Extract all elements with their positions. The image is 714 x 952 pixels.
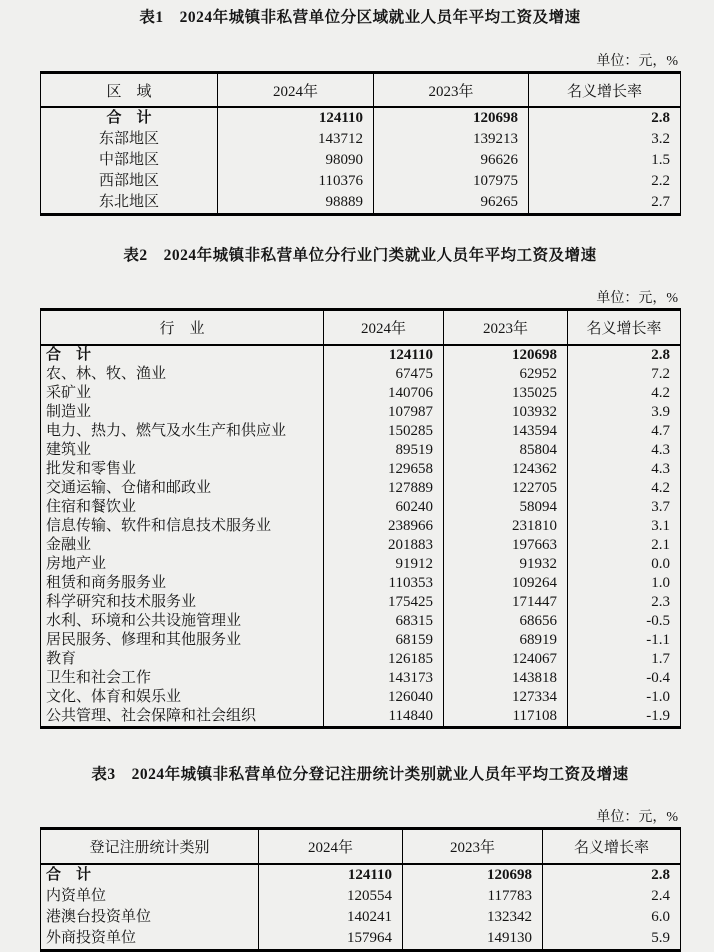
row-label: 内资单位 bbox=[46, 888, 107, 904]
table-row bbox=[41, 928, 681, 951]
table-row bbox=[41, 171, 681, 192]
row-label: 信息传输、软件和信息技术服务业 bbox=[46, 518, 272, 534]
table-row bbox=[41, 864, 681, 886]
cell-value: 197663 bbox=[444, 536, 568, 555]
table1-header bbox=[41, 73, 681, 108]
column-header: 名义增长率 bbox=[529, 73, 681, 108]
table-row bbox=[41, 907, 681, 928]
table-row bbox=[41, 345, 681, 365]
row-label: 采矿业 bbox=[46, 385, 92, 401]
row-label: 文化、体育和娱乐业 bbox=[46, 689, 182, 705]
cell-value: 150285 bbox=[324, 422, 444, 441]
cell-value: -0.4 bbox=[568, 669, 681, 688]
cell-value: 149130 bbox=[403, 928, 543, 951]
cell-value: 96265 bbox=[374, 192, 529, 215]
cell-value: 4.3 bbox=[568, 460, 681, 479]
table-row bbox=[41, 707, 681, 728]
column-header: 2023年 bbox=[374, 73, 529, 108]
table2-body bbox=[41, 345, 681, 728]
row-label: 港澳台投资单位 bbox=[46, 909, 152, 925]
column-header: 名义增长率 bbox=[543, 829, 681, 865]
cell-value: 68919 bbox=[444, 631, 568, 650]
table2-unit-label: 单位：元，% bbox=[596, 291, 678, 306]
table-row bbox=[41, 517, 681, 536]
section-table3 bbox=[40, 765, 680, 952]
cell-value: 124110 bbox=[324, 345, 444, 365]
row-label: 卫生和社会工作 bbox=[46, 670, 152, 686]
cell-value: 109264 bbox=[444, 574, 568, 593]
column-header: 区 域 bbox=[41, 73, 218, 108]
cell-value: 2.1 bbox=[568, 536, 681, 555]
cell-value: 117108 bbox=[444, 707, 568, 728]
cell-value: 96626 bbox=[374, 150, 529, 171]
cell-value: 143173 bbox=[324, 669, 444, 688]
cell-value: 67475 bbox=[324, 365, 444, 384]
cell-value: 124362 bbox=[444, 460, 568, 479]
cell-value: 1.5 bbox=[529, 150, 681, 171]
cell-value: 127334 bbox=[444, 688, 568, 707]
cell-value: 68159 bbox=[324, 631, 444, 650]
cell-value: 124110 bbox=[259, 864, 403, 886]
row-label: 东北地区 bbox=[98, 194, 159, 210]
row-label: 东部地区 bbox=[98, 131, 159, 147]
cell-value: 2.8 bbox=[543, 864, 681, 886]
cell-value: 120698 bbox=[374, 107, 529, 129]
cell-value: 117783 bbox=[403, 886, 543, 907]
cell-value: 2.7 bbox=[529, 192, 681, 215]
row-label: 租赁和商务服务业 bbox=[46, 575, 167, 591]
cell-value: 3.2 bbox=[529, 129, 681, 150]
cell-value: 124067 bbox=[444, 650, 568, 669]
row-label: 合 计 bbox=[46, 347, 92, 363]
row-label: 合 计 bbox=[46, 867, 92, 883]
cell-value: 132342 bbox=[403, 907, 543, 928]
cell-value: 110376 bbox=[218, 171, 374, 192]
row-label: 房地产业 bbox=[46, 556, 107, 572]
cell-value: -1.1 bbox=[568, 631, 681, 650]
row-label: 建筑业 bbox=[46, 442, 92, 458]
cell-value: 0.0 bbox=[568, 555, 681, 574]
table3-header bbox=[41, 829, 681, 865]
row-label: 交通运输、仓储和邮政业 bbox=[46, 480, 212, 496]
table-row bbox=[41, 886, 681, 907]
cell-value: 60240 bbox=[324, 498, 444, 517]
cell-value: 103932 bbox=[444, 403, 568, 422]
table2-title: 表2 2024年城镇非私营单位分行业门类就业人员年平均工资及增速 bbox=[123, 247, 597, 264]
table-row bbox=[41, 441, 681, 460]
cell-value: 120554 bbox=[259, 886, 403, 907]
cell-value: 91912 bbox=[324, 555, 444, 574]
cell-value: 110353 bbox=[324, 574, 444, 593]
cell-value: 6.0 bbox=[543, 907, 681, 928]
table3-body bbox=[41, 864, 681, 951]
cell-value: 129658 bbox=[324, 460, 444, 479]
cell-value: 2.4 bbox=[543, 886, 681, 907]
column-header: 2024年 bbox=[218, 73, 374, 108]
table-row bbox=[41, 107, 681, 129]
cell-value: 107987 bbox=[324, 403, 444, 422]
cell-value: 4.2 bbox=[568, 479, 681, 498]
cell-value: 7.2 bbox=[568, 365, 681, 384]
cell-value: 120698 bbox=[444, 345, 568, 365]
table-row bbox=[41, 631, 681, 650]
cell-value: 140706 bbox=[324, 384, 444, 403]
wage-table-by-region bbox=[40, 71, 681, 216]
cell-value: 89519 bbox=[324, 441, 444, 460]
cell-value: 135025 bbox=[444, 384, 568, 403]
section-table2 bbox=[40, 246, 680, 729]
table-row bbox=[41, 669, 681, 688]
cell-value: 143712 bbox=[218, 129, 374, 150]
cell-value: 3.1 bbox=[568, 517, 681, 536]
cell-value: 126040 bbox=[324, 688, 444, 707]
cell-value: 2.2 bbox=[529, 171, 681, 192]
table-row bbox=[41, 479, 681, 498]
table-row bbox=[41, 593, 681, 612]
row-label: 电力、热力、燃气及水生产和供应业 bbox=[46, 423, 287, 439]
cell-value: 171447 bbox=[444, 593, 568, 612]
column-header: 登记注册统计类别 bbox=[41, 829, 259, 865]
cell-value: 201883 bbox=[324, 536, 444, 555]
cell-value: -1.0 bbox=[568, 688, 681, 707]
cell-value: 1.0 bbox=[568, 574, 681, 593]
cell-value: 139213 bbox=[374, 129, 529, 150]
row-label: 中部地区 bbox=[98, 152, 159, 168]
row-label: 科学研究和技术服务业 bbox=[46, 594, 197, 610]
cell-value: 4.3 bbox=[568, 441, 681, 460]
cell-value: 3.9 bbox=[568, 403, 681, 422]
table-row bbox=[41, 422, 681, 441]
column-header: 行 业 bbox=[41, 310, 324, 346]
row-label: 金融业 bbox=[46, 537, 92, 553]
row-label: 居民服务、修理和其他服务业 bbox=[46, 632, 242, 648]
table-row bbox=[41, 574, 681, 593]
row-label: 水利、环境和公共设施管理业 bbox=[46, 613, 242, 629]
row-label: 批发和零售业 bbox=[46, 461, 137, 477]
cell-value: 4.2 bbox=[568, 384, 681, 403]
column-header: 名义增长率 bbox=[568, 310, 681, 346]
cell-value: 58094 bbox=[444, 498, 568, 517]
cell-value: 2.3 bbox=[568, 593, 681, 612]
cell-value: 68656 bbox=[444, 612, 568, 631]
cell-value: 143818 bbox=[444, 669, 568, 688]
table-row bbox=[41, 555, 681, 574]
table-row bbox=[41, 536, 681, 555]
cell-value: 127889 bbox=[324, 479, 444, 498]
wage-table-by-industry bbox=[40, 308, 681, 729]
cell-value: 3.7 bbox=[568, 498, 681, 517]
row-label: 制造业 bbox=[46, 404, 92, 420]
header-row bbox=[41, 73, 681, 108]
column-header: 2024年 bbox=[259, 829, 403, 865]
table-row bbox=[41, 384, 681, 403]
cell-value: 124110 bbox=[218, 107, 374, 129]
cell-value: 126185 bbox=[324, 650, 444, 669]
table1-body bbox=[41, 107, 681, 215]
row-label: 公共管理、社会保障和社会组织 bbox=[46, 708, 257, 724]
cell-value: 120698 bbox=[403, 864, 543, 886]
cell-value: 175425 bbox=[324, 593, 444, 612]
table3-unit-label: 单位：元，% bbox=[596, 810, 678, 825]
cell-value: 107975 bbox=[374, 171, 529, 192]
table-row bbox=[41, 129, 681, 150]
cell-value: 238966 bbox=[324, 517, 444, 536]
cell-value: -1.9 bbox=[568, 707, 681, 728]
cell-value: 68315 bbox=[324, 612, 444, 631]
section-table1 bbox=[40, 8, 680, 216]
table-row bbox=[41, 498, 681, 517]
table1-title: 表1 2024年城镇非私营单位分区域就业人员年平均工资及增速 bbox=[139, 9, 581, 26]
column-header: 2023年 bbox=[403, 829, 543, 865]
header-row bbox=[41, 310, 681, 346]
table-row bbox=[41, 150, 681, 171]
cell-value: 85804 bbox=[444, 441, 568, 460]
cell-value: 143594 bbox=[444, 422, 568, 441]
row-label: 住宿和餐饮业 bbox=[46, 499, 137, 515]
table-row bbox=[41, 650, 681, 669]
cell-value: 157964 bbox=[259, 928, 403, 951]
table3-title: 表3 2024年城镇非私营单位分登记注册统计类别就业人员年平均工资及增速 bbox=[91, 766, 629, 783]
cell-value: 140241 bbox=[259, 907, 403, 928]
table-row bbox=[41, 365, 681, 384]
table2-header bbox=[41, 310, 681, 346]
cell-value: 98090 bbox=[218, 150, 374, 171]
table1-unit-label: 单位：元，% bbox=[596, 54, 678, 69]
cell-value: 122705 bbox=[444, 479, 568, 498]
row-label: 外商投资单位 bbox=[46, 930, 137, 946]
cell-value: 2.8 bbox=[568, 345, 681, 365]
cell-value: 98889 bbox=[218, 192, 374, 215]
column-header: 2023年 bbox=[444, 310, 568, 346]
cell-value: 2.8 bbox=[529, 107, 681, 129]
cell-value: 1.7 bbox=[568, 650, 681, 669]
table-row bbox=[41, 612, 681, 631]
row-label: 农、林、牧、渔业 bbox=[46, 366, 167, 382]
cell-value: 91932 bbox=[444, 555, 568, 574]
table-row bbox=[41, 460, 681, 479]
cell-value: 5.9 bbox=[543, 928, 681, 951]
header-row bbox=[41, 829, 681, 865]
row-label: 教育 bbox=[46, 651, 77, 667]
table-row bbox=[41, 403, 681, 422]
row-label: 西部地区 bbox=[98, 173, 159, 189]
cell-value: 62952 bbox=[444, 365, 568, 384]
table-row bbox=[41, 688, 681, 707]
table-row bbox=[41, 192, 681, 215]
cell-value: 4.7 bbox=[568, 422, 681, 441]
cell-value: 114840 bbox=[324, 707, 444, 728]
cell-value: 231810 bbox=[444, 517, 568, 536]
wage-table-by-registration-type bbox=[40, 827, 681, 952]
cell-value: -0.5 bbox=[568, 612, 681, 631]
row-label: 合 计 bbox=[106, 110, 152, 126]
column-header: 2024年 bbox=[324, 310, 444, 346]
